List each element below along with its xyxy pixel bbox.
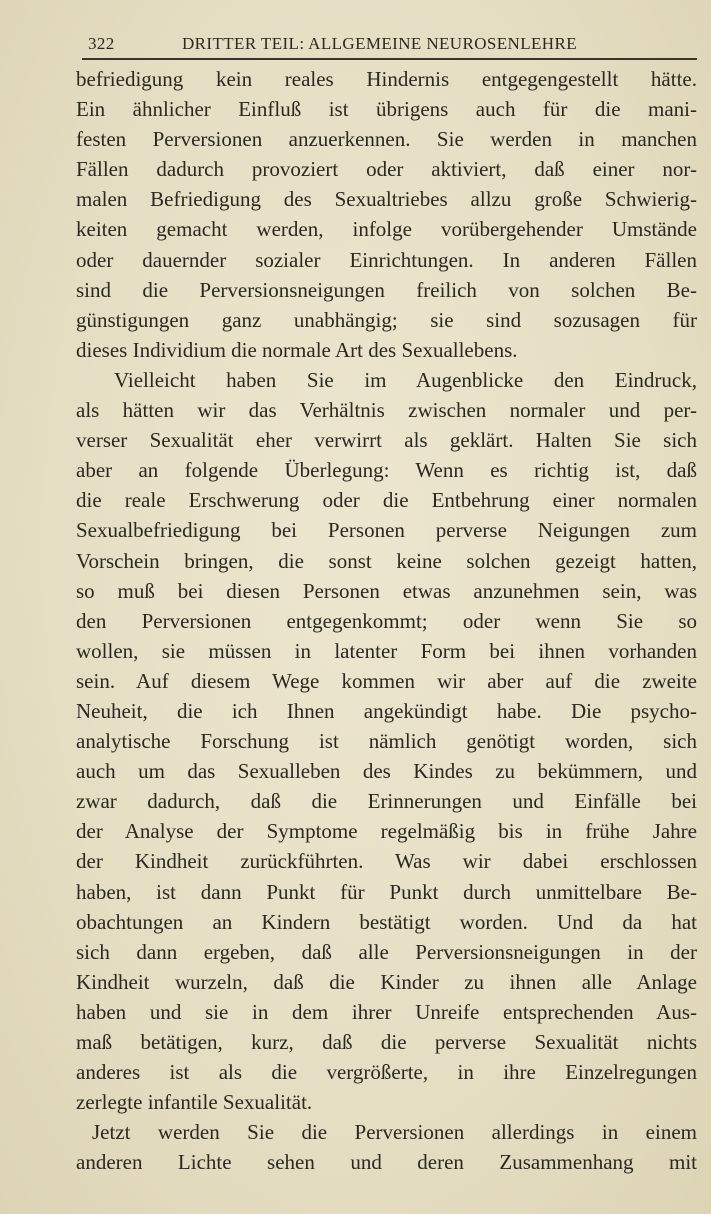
- text-line: auch um das Sexualleben des Kindes zu bekümmern, und: [76, 759, 697, 784]
- text-line: als hätten wir das Verhältnis zwischen normaler und per-: [76, 398, 697, 423]
- text-line: zerlegte infantile Sexualität.: [76, 1090, 313, 1115]
- text-line: befriedigung kein reales Hindernis entgegengestellt hätte.: [76, 67, 697, 91]
- text-line: wollen, sie müssen in latenter Form bei ihnen vorhanden: [76, 638, 697, 663]
- text-line: verser Sexualität eher verwirrt als geklärt. Halten Sie sich: [76, 428, 697, 453]
- text-line: zwar dadurch, daß die Erinnerungen und Einfälle bei: [76, 789, 697, 814]
- text-line: analytische Forschung ist nämlich genötigt worden, sich: [76, 729, 697, 754]
- paragraph-first-line: Jetzt werden Sie die Perversionen allerdings in einem: [92, 1120, 697, 1145]
- text-line: oder dauernder sozialer Einrichtungen. In anderen Fällen: [76, 247, 697, 272]
- text-line: Kindheit wurzeln, daß die Kinder zu ihnen alle Anlage: [76, 969, 697, 994]
- page-number: 322: [88, 34, 115, 53]
- text-line: anderen Lichte sehen und deren Zusammenhang mit: [76, 1150, 697, 1175]
- body-text: [76, 64, 697, 1177]
- text-line: maß betätigen, kurz, daß die perverse Sexualität nichts: [76, 1030, 697, 1054]
- text-line: haben, ist dann Punkt für Punkt durch unmittelbare Be-: [76, 879, 697, 904]
- text-line: festen Perversionen anzuerkennen. Sie werden in manchen: [76, 127, 697, 152]
- text-line: Vorschein bringen, die sonst keine solchen gezeigt hatten,: [76, 548, 697, 573]
- text-line: den Perversionen entgegenkommt; oder wenn Sie so: [76, 608, 697, 633]
- text-line: sind die Perversionsneigungen freilich von solchen Be-: [76, 277, 697, 302]
- text-line: dieses Individium die normale Art des Sexuallebens.: [76, 337, 518, 362]
- text-line: malen Befriedigung des Sexualtriebes allzu große Schwierig-: [76, 187, 697, 212]
- running-head-title: DRITTER TEIL: ALLGEMEINE NEUROSENLEHRE: [182, 34, 577, 53]
- text-line: der Kindheit zurückführten. Was wir dabei erschlossen: [76, 849, 697, 874]
- text-line: anderes ist als die vergrößerte, in ihre Einzelregungen: [76, 1060, 697, 1085]
- text-line: Fällen dadurch provoziert oder aktiviert, daß einer nor-: [76, 157, 697, 182]
- text-line: keiten gemacht werden, infolge vorübergehender Umstände: [76, 217, 697, 242]
- text-line: sich dann ergeben, daß alle Perversionsneigungen in der: [76, 939, 697, 964]
- text-line: Ein ähnlicher Einfluß ist übrigens auch für die mani-: [76, 97, 697, 122]
- text-line: günstigungen ganz unabhängig; sie sind sozusagen für: [76, 307, 697, 332]
- text-line: aber an folgende Überlegung: Wenn es richtig ist, daß: [76, 458, 697, 483]
- text-line: sein. Auf diesem Wege kommen wir aber auf die zweite: [76, 668, 697, 693]
- text-line: der Analyse der Symptome regelmäßig bis in frühe Jahre: [76, 819, 697, 844]
- paragraph-first-line: Vielleicht haben Sie im Augenblicke den Eindruck,: [114, 367, 697, 392]
- header-rule: [82, 58, 697, 60]
- text-line: Neuheit, die ich Ihnen angekündigt habe. Die psycho-: [76, 698, 697, 723]
- running-head: [82, 32, 697, 56]
- text-line: Sexualbefriedigung bei Personen perverse Neigungen zum: [76, 518, 697, 543]
- text-line: haben und sie in dem ihrer Unreife entsprechenden Aus-: [76, 999, 697, 1024]
- text-line: obachtungen an Kindern bestätigt worden. Und da hat: [76, 909, 697, 934]
- text-line: die reale Erschwerung oder die Entbehrung einer normalen: [76, 488, 697, 513]
- text-line: so muß bei diesen Personen etwas anzunehmen sein, was: [76, 578, 697, 603]
